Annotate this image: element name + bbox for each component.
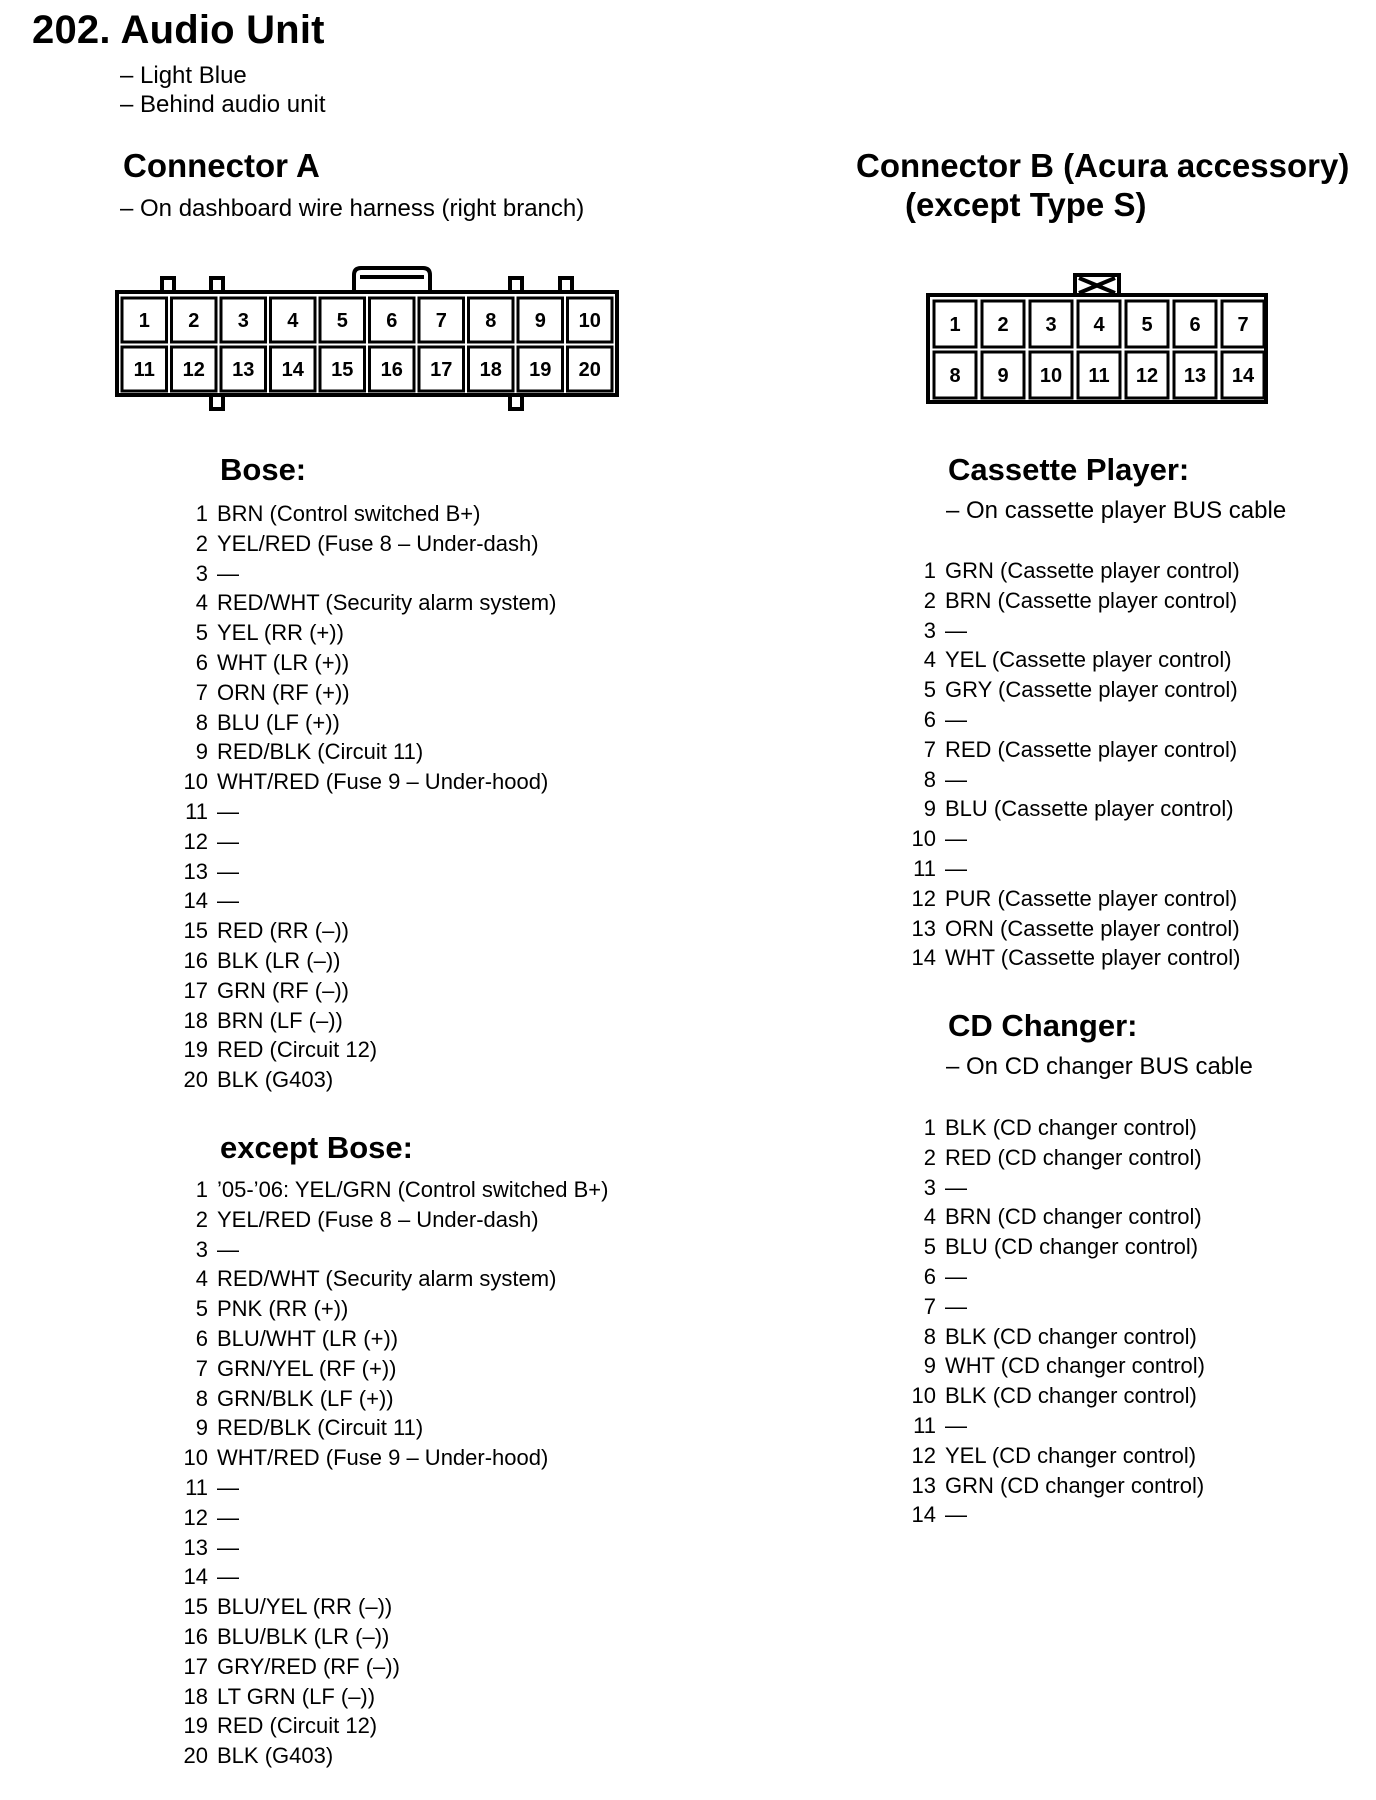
pin-description: — [217, 798, 239, 824]
pin-description: YEL/RED (Fuse 8 – Under-dash) [217, 530, 539, 556]
pin-description: GRN/YEL (RF (+)) [217, 1355, 397, 1381]
connector-a-bottom-row [122, 347, 612, 391]
pin-description: YEL/RED (Fuse 8 – Under-dash) [217, 1206, 539, 1232]
pin-row [906, 1441, 1205, 1471]
pin-number: 1 [195, 501, 208, 526]
pin-row [178, 1533, 608, 1563]
pin-description: BLU (LF (+)) [217, 709, 340, 735]
pin-description: — [217, 1504, 239, 1530]
pin-number: 3 [923, 617, 936, 643]
pin-row [178, 1682, 608, 1712]
pin-number: 19 [183, 1713, 208, 1739]
pin-row [178, 1205, 608, 1235]
pin-description: BRN (CD changer control) [945, 1204, 1202, 1230]
pin-description: BLU/WHT (LR (+)) [217, 1325, 399, 1351]
connector-b-key-icon [1075, 275, 1119, 295]
pin-number: 10 [911, 826, 936, 852]
pin-description: BLK (G403) [217, 1067, 334, 1093]
pin-description: RED/WHT (Security alarm system) [217, 590, 557, 616]
pin-description: BRN (LF (–)) [217, 1007, 343, 1033]
pin-row [178, 1592, 608, 1622]
pin-number: 20 [183, 1067, 208, 1093]
cavity-number: 20 [578, 359, 601, 382]
connector-color: – Light Blue [120, 62, 247, 89]
pin-description: BLU (CD changer control) [945, 1234, 1199, 1260]
pin-description: RED (Circuit 12) [217, 1713, 378, 1739]
pin-row [906, 914, 1240, 944]
pin-row [178, 499, 556, 529]
pin-number: 14 [183, 1564, 208, 1590]
cavity-number: 17 [430, 359, 453, 382]
pin-number: 13 [183, 858, 208, 884]
pin-row [178, 1741, 608, 1771]
pin-row [178, 1443, 608, 1473]
pin-number: 12 [183, 828, 208, 854]
pin-description: RED (RR (–)) [217, 918, 349, 944]
pin-number: 18 [183, 1683, 208, 1709]
pin-number: 4 [923, 1204, 936, 1230]
pin-description: RED/WHT (Security alarm system) [217, 1266, 557, 1292]
cavity-number: 7 [435, 310, 447, 333]
pin-number: 13 [911, 1472, 936, 1498]
pin-number: 4 [195, 590, 208, 616]
pin-number: 12 [911, 1442, 936, 1468]
pin-description: GRN (RF (–)) [217, 977, 349, 1003]
pin-description: — [217, 888, 239, 914]
pin-number: 4 [923, 647, 936, 673]
pin-number: 4 [195, 1266, 208, 1292]
pin-description: RED (Cassette player control) [945, 736, 1238, 762]
cavity-number: 12 [1135, 365, 1159, 388]
pin-description: RED/BLK (Circuit 11) [217, 1415, 424, 1441]
pin-number: 8 [195, 709, 208, 735]
pin-row [178, 1562, 608, 1592]
connector-b-heading: Connector B (Acura accessory) [856, 147, 1350, 184]
cavity-number: 10 [1039, 365, 1063, 388]
pin-description: BLK (CD changer control) [945, 1323, 1197, 1349]
pin-row [906, 1411, 1205, 1441]
pin-row [906, 1381, 1205, 1411]
pin-number: 13 [183, 1534, 208, 1560]
pin-description: — [945, 1412, 967, 1438]
pin-row [178, 618, 556, 648]
pin-description: — [217, 828, 239, 854]
pin-row [178, 1354, 608, 1384]
cavity-number: 5 [1141, 314, 1153, 337]
pin-description: WHT (CD changer control) [945, 1353, 1205, 1379]
pin-number: 14 [911, 1502, 936, 1528]
cavity-number: 8 [949, 365, 961, 388]
pin-description: — [945, 855, 967, 881]
pin-description: RED/BLK (Circuit 11) [217, 739, 424, 765]
pin-row [906, 1113, 1205, 1143]
cavity-number: 11 [133, 359, 155, 382]
pin-description: ORN (RF (+)) [217, 679, 350, 705]
pin-row [178, 1473, 608, 1503]
pin-row [906, 765, 1240, 795]
pin-description: PUR (Cassette player control) [945, 885, 1238, 911]
pin-row [906, 1292, 1205, 1322]
pin-row [906, 1202, 1205, 1232]
pin-number: 8 [923, 766, 936, 792]
pin-description: BLK (CD changer control) [945, 1115, 1197, 1140]
cassette-pin-list [906, 556, 1240, 973]
pin-number: 11 [913, 855, 936, 881]
pin-row [178, 976, 556, 1006]
bose-pin-list [178, 499, 556, 1095]
pin-number: 1 [195, 1177, 208, 1202]
pin-row [906, 735, 1240, 765]
connector-a-diagram [110, 255, 630, 415]
cavity-number: 4 [287, 310, 299, 333]
cassette-note: – On cassette player BUS cable [946, 497, 1287, 524]
connector-a-heading: Connector A [123, 147, 320, 184]
pin-description: — [217, 1564, 239, 1590]
connector-a-note: – On dashboard wire harness (right branch) [120, 195, 585, 222]
pin-row [178, 767, 556, 797]
pin-number: 9 [195, 739, 208, 765]
connector-b-top-row [934, 301, 1264, 347]
cavity-number: 8 [485, 310, 497, 333]
connector-location: – Behind audio unit [120, 91, 326, 118]
except-bose-heading: except Bose: [220, 1130, 413, 1165]
pin-row [178, 1503, 608, 1533]
pin-number: 3 [195, 1236, 208, 1262]
cd-changer-note: – On CD changer BUS cable [946, 1053, 1253, 1080]
pin-number: 6 [923, 706, 936, 732]
pin-number: 2 [195, 1206, 208, 1232]
pin-description: ’05-’06: YEL/GRN (Control switched B+) [217, 1177, 609, 1202]
pin-description: BLU/YEL (RR (–)) [217, 1594, 393, 1620]
cavity-number: 11 [1088, 365, 1110, 388]
pin-description: YEL (RR (+)) [217, 620, 344, 646]
pin-description: BLK (G403) [217, 1743, 334, 1769]
pin-number: 3 [923, 1174, 936, 1200]
pin-row [178, 1264, 608, 1294]
pin-number: 5 [923, 1234, 936, 1260]
pin-number: 10 [911, 1383, 936, 1409]
pin-number: 9 [923, 796, 936, 822]
pin-row [906, 1143, 1205, 1173]
cavity-number: 14 [1231, 365, 1255, 388]
pin-description: BLK (LR (–)) [217, 947, 341, 973]
pin-number: 2 [923, 1144, 936, 1170]
pin-description: BLU (Cassette player control) [945, 796, 1234, 822]
pin-number: 15 [183, 1594, 208, 1620]
pin-number: 5 [195, 1296, 208, 1322]
pin-description: GRN (CD changer control) [945, 1472, 1205, 1498]
pin-row [178, 1065, 556, 1095]
pin-row [178, 916, 556, 946]
pin-number: 14 [183, 888, 208, 914]
pin-row [178, 1035, 556, 1065]
bose-heading: Bose: [220, 452, 307, 487]
pin-description: RED (Circuit 12) [217, 1037, 378, 1063]
pin-description: — [945, 766, 967, 792]
cd-changer-pin-list [906, 1113, 1205, 1530]
pin-row [906, 1262, 1205, 1292]
pin-number: 5 [195, 620, 208, 646]
pin-description: — [945, 1502, 967, 1528]
pin-description: WHT (Cassette player control) [945, 945, 1241, 971]
pin-row [906, 1173, 1205, 1203]
pin-row [906, 705, 1240, 735]
pin-row [178, 1006, 556, 1036]
pin-number: 20 [183, 1743, 208, 1769]
cavity-number: 3 [237, 310, 249, 333]
cavity-number: 4 [1093, 314, 1105, 337]
cavity-number: 7 [1237, 314, 1249, 337]
pin-number: 13 [911, 915, 936, 941]
pin-row [178, 1235, 608, 1265]
cassette-heading: Cassette Player: [948, 452, 1190, 487]
pin-row [906, 854, 1240, 884]
pin-row [906, 1500, 1205, 1530]
pin-description: GRY (Cassette player control) [945, 677, 1238, 703]
cavity-number: 9 [534, 310, 546, 333]
cavity-number: 1 [138, 310, 150, 333]
pin-row [906, 1322, 1205, 1352]
cavity-number: 13 [232, 359, 255, 382]
pin-number: 11 [913, 1412, 936, 1438]
cavity-number: 6 [1189, 314, 1201, 337]
pin-number: 11 [185, 798, 208, 824]
cavity-number: 10 [578, 310, 601, 333]
pin-row [906, 645, 1240, 675]
page-title: 202. Audio Unit [32, 8, 325, 52]
pin-row [906, 884, 1240, 914]
pin-number: 18 [183, 1007, 208, 1033]
pin-number: 17 [183, 977, 208, 1003]
pin-number: 1 [923, 1115, 936, 1140]
pin-number: 10 [183, 769, 208, 795]
pin-number: 11 [185, 1474, 208, 1500]
pin-row [178, 559, 556, 589]
pin-row [906, 794, 1240, 824]
pin-row [906, 616, 1240, 646]
pin-description: ORN (Cassette player control) [945, 915, 1240, 941]
pin-description: GRN (Cassette player control) [945, 558, 1240, 583]
pin-description: — [945, 1293, 967, 1319]
cavity-number: 9 [997, 365, 1009, 388]
except-bose-pin-list [178, 1175, 608, 1771]
connector-b-bottom-row [934, 352, 1264, 398]
pin-row [178, 529, 556, 559]
pin-row [906, 1471, 1205, 1501]
pin-row [178, 1294, 608, 1324]
pin-row [178, 708, 556, 738]
pin-number: 2 [195, 530, 208, 556]
pin-description: — [217, 1236, 239, 1262]
connector-b-diagram [920, 265, 1280, 415]
pin-row [906, 824, 1240, 854]
pin-description: — [217, 858, 239, 884]
pin-number: 10 [183, 1445, 208, 1471]
cavity-number: 12 [182, 359, 205, 382]
pin-number: 7 [195, 679, 208, 705]
pin-row [906, 586, 1240, 616]
pin-row [178, 1384, 608, 1414]
pin-row [178, 1622, 608, 1652]
pin-row [178, 946, 556, 976]
pin-number: 6 [923, 1263, 936, 1289]
pin-description: — [945, 617, 967, 643]
pin-description: WHT/RED (Fuse 9 – Under-hood) [217, 1445, 549, 1471]
cavity-number: 18 [479, 359, 502, 382]
pin-description: — [217, 560, 239, 586]
pin-number: 5 [923, 677, 936, 703]
pin-row [178, 1413, 608, 1443]
pin-row [178, 1652, 608, 1682]
pin-number: 16 [183, 947, 208, 973]
pin-description: — [217, 1474, 239, 1500]
cavity-number: 3 [1045, 314, 1057, 337]
pin-row [906, 1351, 1205, 1381]
pin-description: GRY/RED (RF (–)) [217, 1653, 400, 1679]
pin-number: 16 [183, 1623, 208, 1649]
pin-number: 8 [195, 1385, 208, 1411]
pin-description: LT GRN (LF (–)) [217, 1683, 376, 1709]
cd-changer-heading: CD Changer: [948, 1008, 1138, 1043]
pin-row [178, 588, 556, 618]
cavity-number: 6 [386, 310, 398, 333]
pin-description: — [945, 826, 967, 852]
pin-row [906, 943, 1240, 973]
pin-description: WHT/RED (Fuse 9 – Under-hood) [217, 769, 549, 795]
pin-row [906, 556, 1240, 586]
pin-description: WHT (LR (+)) [217, 649, 350, 675]
pin-number: 3 [195, 560, 208, 586]
pin-row [178, 678, 556, 708]
pin-number: 17 [183, 1653, 208, 1679]
pin-number: 15 [183, 918, 208, 944]
pin-description: BLK (CD changer control) [945, 1383, 1197, 1409]
pin-row [178, 797, 556, 827]
pin-row [906, 1232, 1205, 1262]
pin-description: BRN (Control switched B+) [217, 501, 481, 526]
pin-number: 8 [923, 1323, 936, 1349]
pin-number: 1 [923, 558, 936, 583]
cavity-number: 1 [949, 314, 961, 337]
connector-b-subheading: (except Type S) [905, 186, 1147, 223]
pin-row [178, 648, 556, 678]
pin-number: 7 [923, 1293, 936, 1319]
pin-row [178, 1711, 608, 1741]
pin-description: YEL (Cassette player control) [945, 647, 1232, 673]
pin-row [906, 675, 1240, 705]
pin-description: BLU/BLK (LR (–)) [217, 1623, 390, 1649]
pin-description: — [217, 1534, 239, 1560]
pin-number: 6 [195, 1325, 208, 1351]
pin-number: 7 [195, 1355, 208, 1381]
cavity-number: 19 [529, 359, 552, 382]
pin-row [178, 1324, 608, 1354]
pin-row [178, 1175, 608, 1205]
cavity-number: 16 [380, 359, 403, 382]
pin-number: 7 [923, 736, 936, 762]
pin-number: 2 [923, 587, 936, 613]
pin-description: PNK (RR (+)) [217, 1296, 349, 1322]
pin-number: 19 [183, 1037, 208, 1063]
cavity-number: 14 [281, 359, 304, 382]
pin-description: YEL (CD changer control) [945, 1442, 1197, 1468]
cavity-number: 5 [336, 310, 348, 333]
connector-a-top-row [122, 298, 612, 342]
pin-description: — [945, 706, 967, 732]
pin-description: BRN (Cassette player control) [945, 587, 1238, 613]
cavity-number: 13 [1183, 365, 1207, 388]
pin-row [178, 737, 556, 767]
pin-number: 14 [911, 945, 936, 971]
pin-row [178, 827, 556, 857]
pin-description: — [945, 1174, 967, 1200]
cavity-number: 2 [997, 314, 1009, 337]
cavity-number: 15 [331, 359, 354, 382]
pin-number: 6 [195, 649, 208, 675]
pin-row [178, 886, 556, 916]
pin-number: 9 [923, 1353, 936, 1379]
pin-number: 12 [183, 1504, 208, 1530]
cavity-number: 2 [188, 310, 200, 333]
pin-number: 12 [911, 885, 936, 911]
pin-number: 9 [195, 1415, 208, 1441]
pin-description: RED (CD changer control) [945, 1144, 1202, 1170]
pin-description: — [945, 1263, 967, 1289]
pin-row [178, 857, 556, 887]
pin-description: GRN/BLK (LF (+)) [217, 1385, 394, 1411]
